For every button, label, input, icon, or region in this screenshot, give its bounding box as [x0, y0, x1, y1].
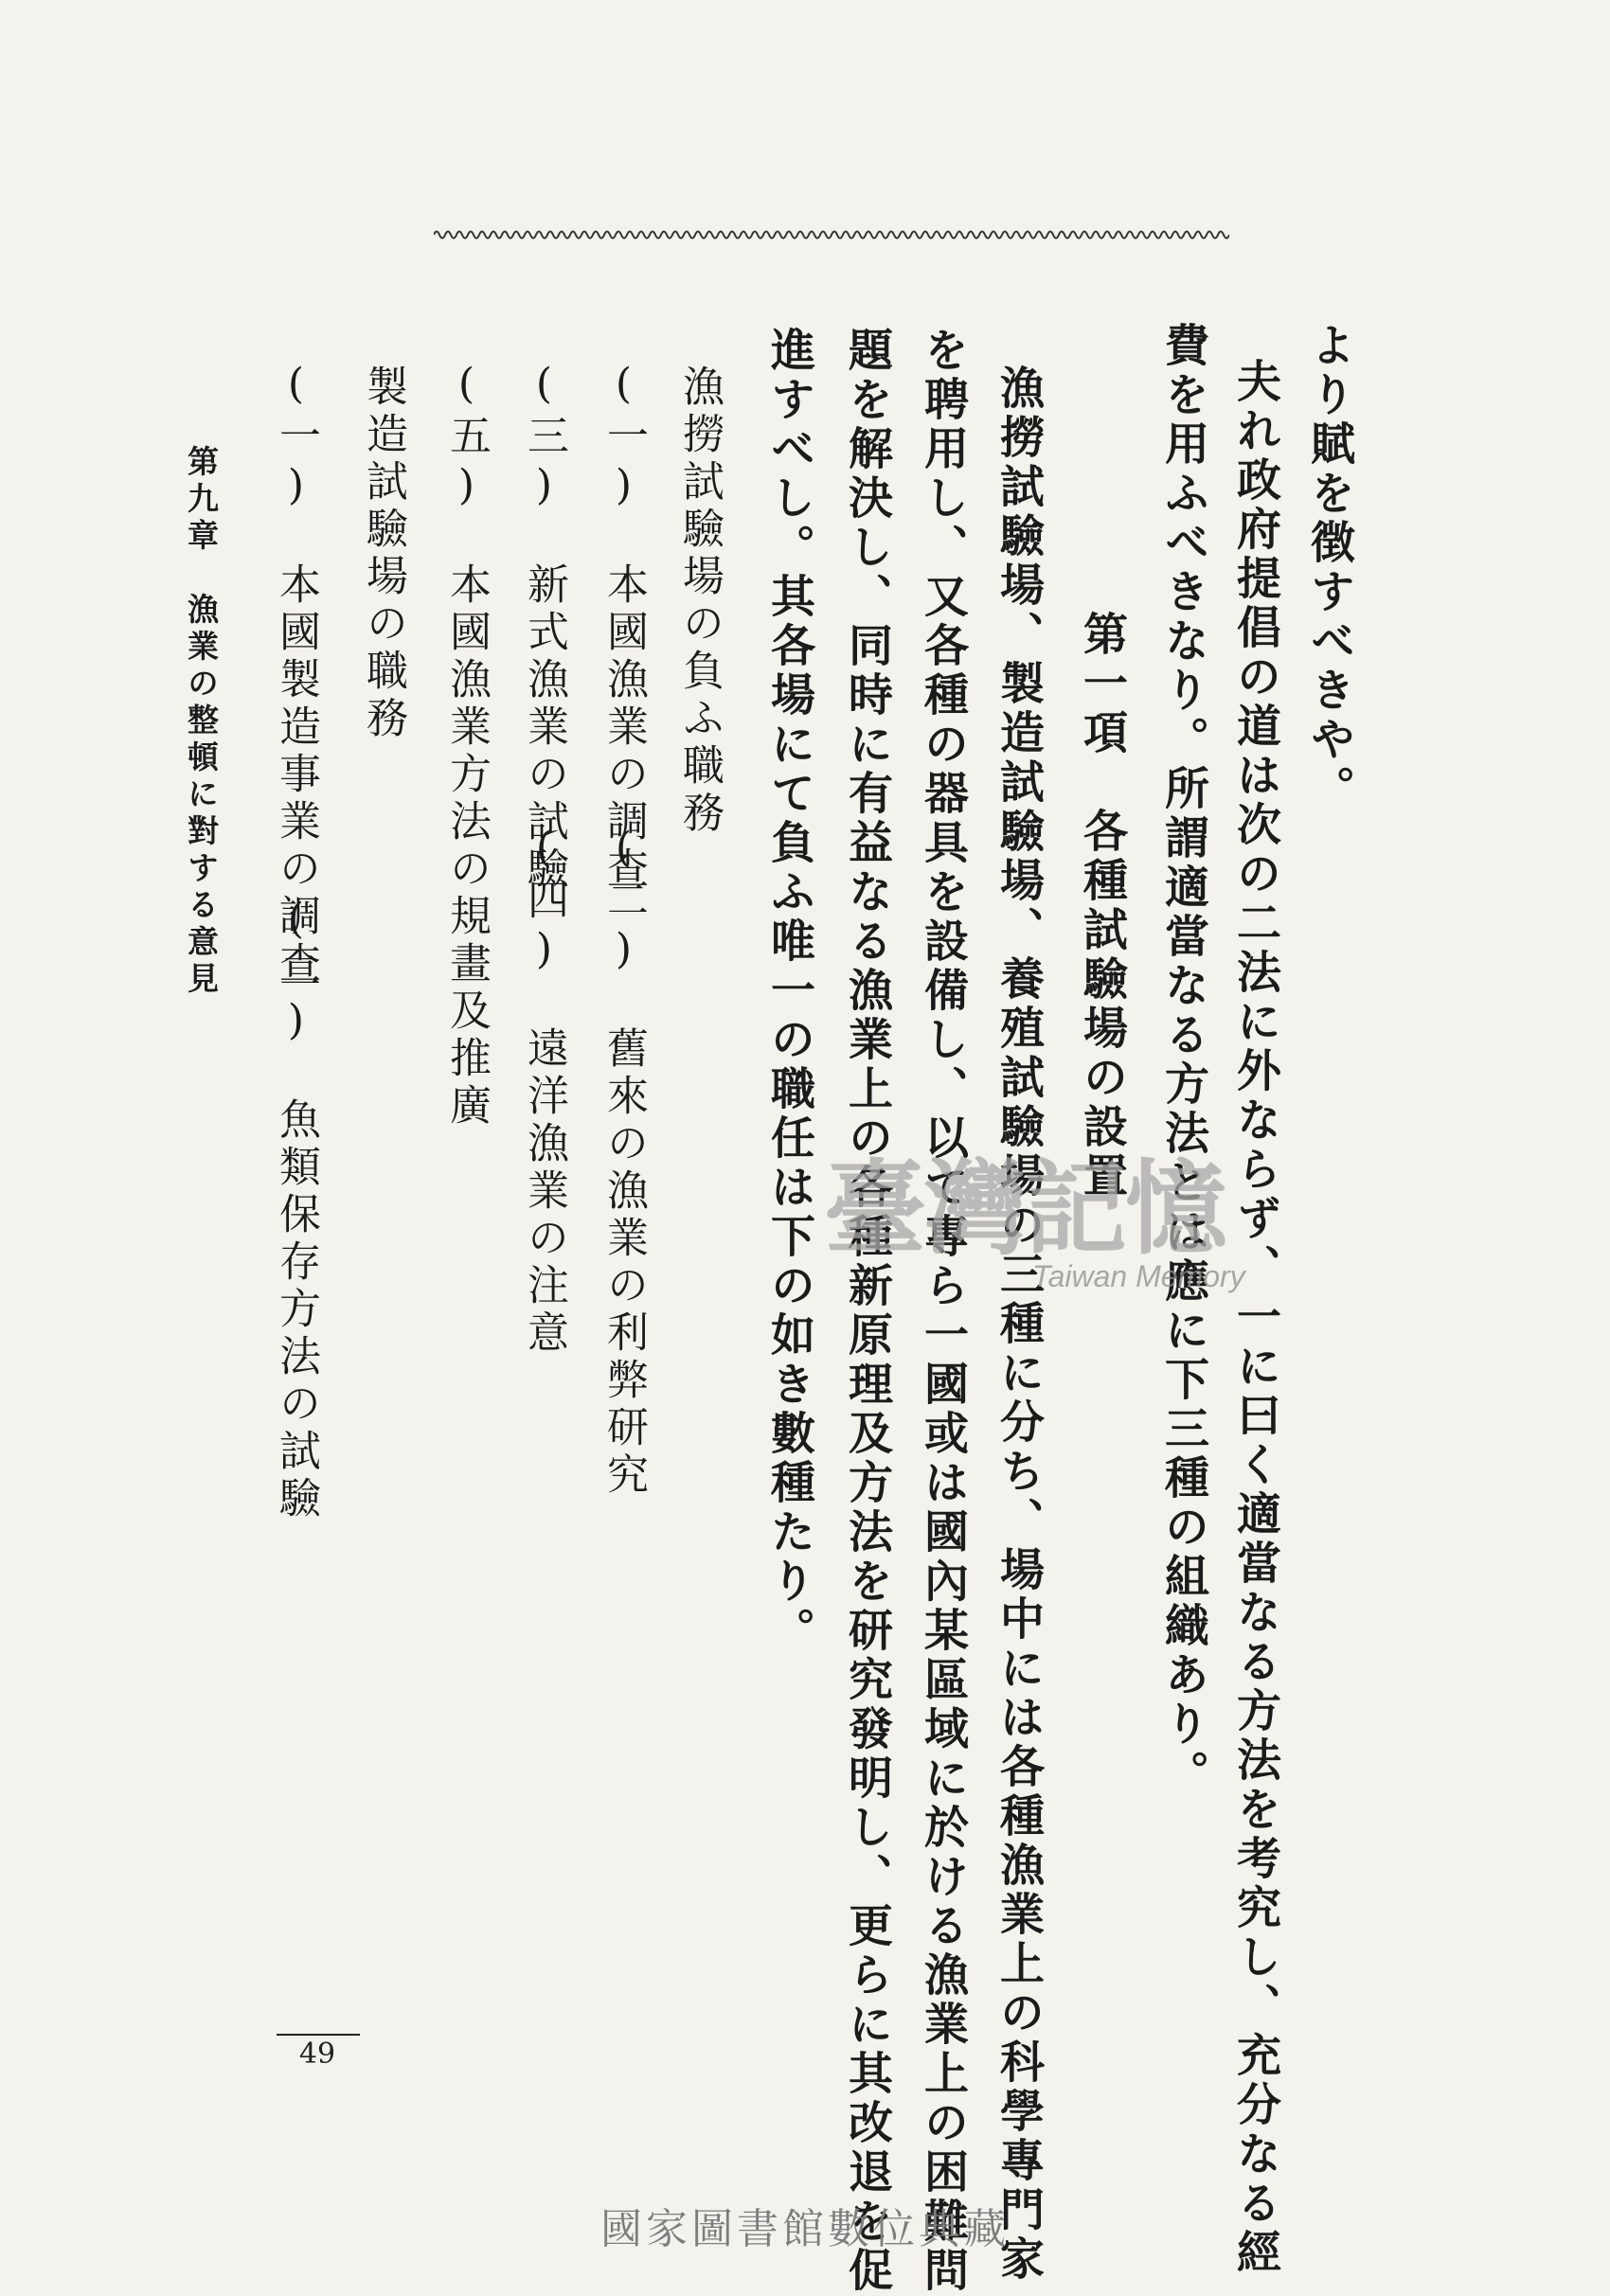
page-number-rule	[277, 2034, 360, 2036]
watermark-logo: 臺灣記憶	[824, 1149, 1226, 1269]
list-item-7: (二) 魚類保存方法の試驗	[272, 895, 320, 1523]
subheading-manufacturing-station: 製造試驗場の職務	[359, 365, 407, 743]
subheading-fishing-station: 漁撈試驗場の負ふ職務	[675, 365, 724, 838]
page-number: 49	[298, 2038, 336, 2071]
text-column-2: 夫れ政府提倡の道は次の二法に外ならず、一に曰く適當なる方法を考究し、充分なる經	[1229, 358, 1281, 2278]
watermark-english: Taiwan Memory	[1032, 1259, 1245, 1293]
list-item-4: (四) 遠洋漁業の注意	[520, 824, 568, 1358]
list-item-3: (三) 新式漁業の試驗	[520, 360, 568, 894]
list-item-5: (五) 本國漁業方法の規畫及推廣	[442, 360, 491, 1130]
list-item-2: (二) 舊來の漁業の利弊研究	[599, 824, 648, 1500]
section-heading: 第一項 各種試驗場の設置	[1076, 611, 1128, 1201]
text-column-5: 漁撈試驗場、製造試驗場、養殖試驗場の三種に分ち、場中には各種漁業上の科學專門家	[993, 365, 1045, 2285]
text-column-3: 費を用ふべきなり。所謂適當なる方法とは應に下三種の組織あり。	[1157, 322, 1209, 1799]
text-column-1: より賦を徴すべきや。	[1303, 322, 1355, 814]
text-column-6: を聘用し、又各種の器具を設備し、以て專ら一國或は國內某區域に於ける漁業上の困難問	[917, 327, 969, 2296]
wavy-divider	[434, 223, 1229, 246]
text-column-8: 進すべし。其各場にて負ふ唯一の職任は下の如き數種たり。	[763, 327, 815, 1656]
text-column-7: 題を解決し、同時に有益なる漁業上の各種新原理及方法を研究發明し、更らに其改退を促	[841, 327, 893, 2296]
footer-credit: 國家圖書館數位典藏	[600, 2205, 1010, 2253]
running-head: 第九章 漁業の整頓に對する意見	[183, 445, 220, 999]
watermark	[824, 1127, 1297, 1307]
list-item-6: (一) 本國製造事業の調查	[272, 360, 320, 988]
list-item-1: (一) 本國漁業の調查	[599, 360, 648, 894]
